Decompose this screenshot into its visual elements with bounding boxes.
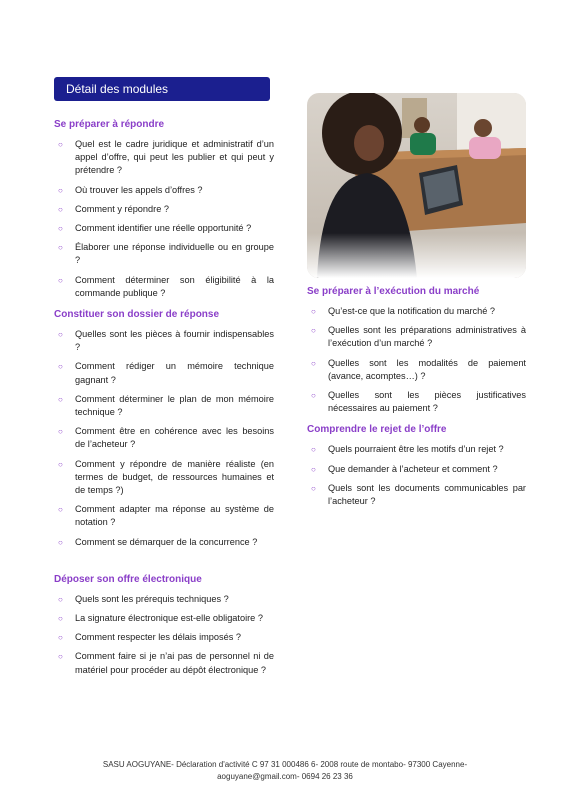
question-text: Comment y répondre de manière réaliste (en termes de budget, de ressources humaines et de temps ?) (75, 458, 274, 496)
question-text: Comment déterminer son éligibilité à la commande publique ? (75, 274, 274, 298)
question-item (307, 305, 526, 318)
question-item (54, 593, 274, 606)
question-item (54, 425, 274, 451)
question-item (54, 360, 274, 386)
circle-bullet-icon: ○ (58, 243, 63, 253)
question-item (54, 393, 274, 419)
question-item (54, 328, 274, 354)
circle-bullet-icon: ○ (58, 537, 63, 547)
footer-line-2: aoguyane@gmail.com- 0694 26 23 36 (217, 772, 353, 781)
right-column (307, 285, 526, 514)
question-text: Qu’est-ce que la notification du marché ? (328, 306, 495, 316)
banner-title: Détail des modules (66, 82, 169, 96)
module-section (54, 573, 274, 677)
circle-bullet-icon: ○ (58, 594, 63, 604)
question-text: Élaborer une réponse individuelle ou en groupe ? (75, 242, 274, 266)
circle-bullet-icon: ○ (58, 362, 63, 372)
question-text: Comment être en cohérence avec les besoins de l’acheteur ? (75, 426, 274, 450)
question-text: Comment identifier une réelle opportunité ? (75, 223, 252, 234)
circle-bullet-icon: ○ (311, 483, 316, 493)
circle-bullet-icon: ○ (311, 391, 316, 401)
question-list (54, 138, 274, 300)
circle-bullet-icon: ○ (58, 505, 63, 515)
section-heading: Comprendre le rejet de l’offre (307, 424, 447, 436)
module-section (54, 308, 274, 549)
question-list (307, 305, 526, 415)
question-item (307, 357, 526, 383)
question-text: Quels sont les prérequis techniques ? (75, 593, 229, 604)
question-item (307, 463, 526, 476)
section-heading: Constituer son dossier de réponse (54, 309, 220, 321)
section-heading: Déposer son offre électronique (54, 573, 202, 585)
question-item (54, 184, 274, 197)
question-text: Que demander à l’acheteur et comment ? (328, 463, 498, 474)
question-text: Où trouver les appels d’offres ? (75, 184, 203, 195)
question-item (54, 536, 274, 549)
footer-line-1: SASU AOGUYANE- Déclaration d'activité C 97 31 000486 6- 2008 route de montabo- 97300 Cayenne- (102, 760, 468, 769)
question-text: Comment y répondre ? (75, 203, 169, 214)
question-text: Comment adapter ma réponse au système de notation ? (75, 504, 274, 528)
left-column (54, 118, 274, 683)
circle-bullet-icon: ○ (58, 140, 63, 149)
circle-bullet-icon: ○ (58, 633, 63, 643)
question-item (54, 650, 274, 676)
question-text: La signature électronique est-elle obligatoire ? (75, 613, 263, 624)
footer (60, 759, 510, 783)
circle-bullet-icon: ○ (311, 326, 316, 336)
circle-bullet-icon: ○ (311, 445, 316, 455)
question-item (54, 631, 274, 644)
question-item (307, 324, 526, 350)
circle-bullet-icon: ○ (58, 275, 63, 285)
question-item (54, 203, 274, 216)
circle-bullet-icon: ○ (58, 459, 63, 469)
question-text: Quels pourraient être les motifs d’un rejet ? (328, 444, 504, 455)
question-text: Comment déterminer le plan de mon mémoire technique ? (75, 393, 274, 418)
circle-bullet-icon: ○ (58, 204, 63, 214)
question-item (307, 389, 526, 415)
question-text: Quelles sont les pièces justificatives nécessaires au paiement ? (328, 390, 526, 414)
circle-bullet-icon: ○ (58, 394, 63, 404)
circle-bullet-icon: ○ (311, 464, 316, 474)
circle-bullet-icon: ○ (58, 185, 63, 195)
section-heading: Se préparer à l’exécution du marché (307, 286, 480, 297)
question-text: Quelles sont les pièces à fournir indispensables ? (75, 329, 274, 353)
module-section (307, 285, 526, 415)
question-item (54, 612, 274, 625)
section-heading: Se préparer à répondre (54, 119, 165, 130)
circle-bullet-icon: ○ (58, 427, 63, 437)
question-text: Comment faire si je n’ai pas de personnel ni de matériel pour procéder au dépôt électronique ? (75, 651, 274, 675)
question-text: Quels sont les documents communicables par l’acheteur ? (328, 482, 526, 507)
question-text: Quelles sont les préparations administratives à l’exécution d’un marché ? (328, 325, 526, 349)
question-item (54, 222, 274, 235)
question-item (307, 443, 526, 456)
question-item (54, 138, 274, 178)
circle-bullet-icon: ○ (58, 614, 63, 624)
section-banner (54, 77, 270, 101)
question-item (54, 458, 274, 498)
question-list (54, 593, 274, 677)
module-section (307, 423, 526, 508)
question-text: Comment respecter les délais imposés ? (75, 632, 241, 643)
question-text: Quelles sont les modalités de paiement (avance, acomptes…) ? (328, 357, 526, 381)
question-item (54, 274, 274, 300)
question-text: Comment rédiger un mémoire technique gagnant ? (75, 361, 274, 385)
question-text: Comment se démarquer de la concurrence ? (75, 536, 258, 547)
question-list (54, 328, 274, 549)
circle-bullet-icon: ○ (58, 224, 63, 234)
question-item (54, 503, 274, 529)
module-section (54, 118, 274, 300)
circle-bullet-icon: ○ (58, 652, 63, 662)
circle-bullet-icon: ○ (311, 358, 316, 368)
question-item (307, 482, 526, 508)
circle-bullet-icon: ○ (58, 330, 63, 340)
question-item (54, 241, 274, 267)
circle-bullet-icon: ○ (311, 307, 316, 316)
question-text: Quel est le cadre juridique et administratif d’un appel d’offre, qui peut les publier et qui peut y prétendre ? (75, 139, 274, 176)
question-list (307, 443, 526, 508)
meeting-photo (307, 93, 526, 278)
